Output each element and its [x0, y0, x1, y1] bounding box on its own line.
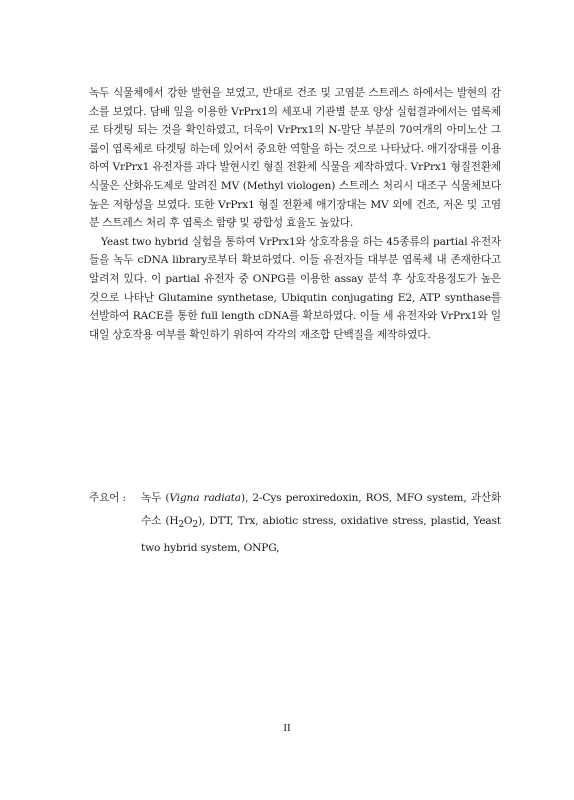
page-number: II [283, 722, 291, 734]
keyword-text: ), DTT, Trx, abiotic stress, oxidative stress, plastid, Yeast two hybrid system, ONPG, [141, 515, 501, 555]
keywords-list [141, 487, 501, 560]
keyword-species-name: Vigna radiata [169, 492, 241, 504]
abstract-paragraph-1: 녹두 식물체에서 강한 발현을 보였고, 반대로 건조 및 고염분 스트레스 하에서는 발현의 감소를 보였다. 담배 잎을 이용한 VrPrx1의 세포내 기관별 분포 양상 실험결과에서는 엽록체로 타겟팅 되는 것을 확인하였고, 더욱이 VrPrx1의 N-말단 부분의 70여개의 아미노산 그룹이 엽록체로 타겟팅 하는데 있어서 중요한 역할을 하는 것으로 나타났다. 애기장대를 이용하여 VrPrx1 유전자를 과다 발현시킨 형질 전환체 식물을 제작하였다. VrPrx1 형질전환체 식물은 산화유도제로 알려진 MV (Methyl viologen) 스트레스 처리시 대조구 식물체보다 높은 저항성을 보였다. 또한 VrPrx1 형질 전환체 애기장대는 MV 외에 건조, 저온 및 고염분 스트레스 처리 후 엽록소 함량 및 광합성 효율도 높았다. [89, 87, 501, 230]
abstract-paragraph-2: Yeast two hybrid 실험을 통하여 VrPrx1와 상호작용을 하는 45종류의 partial 유전자들을 녹두 cDNA library로부터 확보하였다. 이들 유전자들 대부분 엽록체 내 존재한다고 알려져 있다. 이 partial 유전자 중 ONPG를 이용한 assay 분석 후 상호작용정도가 높은 것으로 나타난 Glutamine synthetase, Ubiqutin conjugating E2, ATP synthase를 선발하여 RACE를 통한 full length cDNA를 확보하였다. 이들 세 유전자와 VrPrx1와 일대일 상호작용 여부를 확인하기 위하여 각각의 재조합 단백질을 제작하였다. [89, 235, 501, 341]
keyword-text: 녹두 ( [141, 492, 170, 504]
formula-subscript: 2 [192, 520, 198, 531]
keywords-label: 주요어 : [89, 492, 130, 504]
abstract-body [89, 84, 501, 344]
keyword-text: ), 2-Cys peroxiredoxin, ROS, MFO system, 과산화 수소 (H [141, 492, 501, 527]
keyword-text: O [183, 515, 193, 527]
formula-subscript: 2 [178, 520, 184, 531]
keywords-section [89, 487, 501, 560]
